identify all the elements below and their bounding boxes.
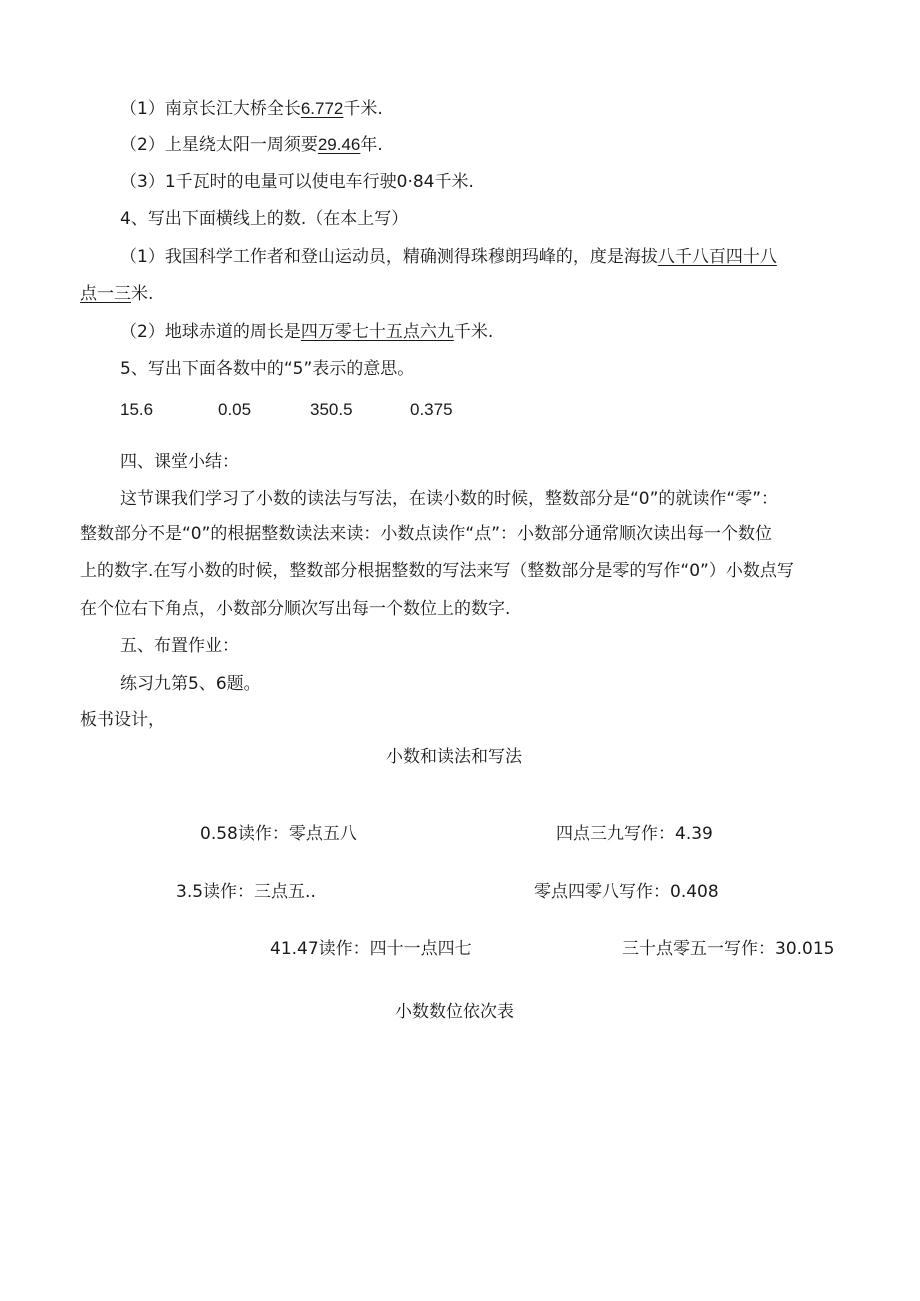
summary-line-4: 在个位右下角点，小数部分顺次写出每一个数位上的数字. [80,599,511,619]
q4-heading: 4、写出下面横线上的数.（在本上写） [120,209,409,229]
q4-item-1-unit: 米. [131,284,154,304]
q4-item-1-line1 [120,245,777,269]
q3-item-2-answer: 29.46 [317,135,361,154]
board-left-1: 0.58读作：零点五八 [200,824,357,844]
board-right-2: 零点四零八写作：0.408 [534,882,719,902]
q3-item-1-unit: 千米. [343,99,383,119]
q5-heading: 5、写出下面各数中的“5”表示的意思。 [120,359,415,379]
q4-item-1-text: （1）我国科学工作者和登山运动员，精确测得珠穆朗玛峰的，度是海拔 [120,247,658,267]
homework-text: 练习九第5、6题。 [120,674,261,694]
q4-item-2-text: （2）地球赤道的周长是 [120,322,301,342]
q4-item-2-answer: 四万零七十五点六九 [300,322,454,342]
board-right-1: 四点三九写作：4.39 [556,824,713,844]
homework-heading: 五、布置作业： [120,636,239,656]
q3-item-2-unit: 年. [360,135,383,155]
q3-item-1-text: （1）南京长江大桥全长 [120,99,301,119]
board-title: 小数和读法和写法 [386,747,522,767]
board-right-3: 三十点零五一写作：30.015 [622,939,835,959]
q4-item-2 [120,320,493,344]
board-left-3: 41.47读作：四十一点四七 [270,939,472,959]
q3-item-2 [120,133,383,157]
summary-line-1: 这节课我们学习了小数的读法与写法，在读小数的时候，整数部分是“0”的就读作“零”： [120,489,779,509]
q5-number-3: 350.5 [310,400,353,419]
board-label: 板书设计， [80,710,165,730]
q4-item-1-line2 [80,282,153,306]
summary-heading: 四、课堂小结： [120,452,239,472]
q3-item-1-answer: 6.772 [300,99,344,118]
q3-item-3-text: （3）1千瓦时的电量可以使电车行驶0·84千米. [120,172,474,192]
q5-number-1: 15.6 [120,400,154,419]
board-left-2: 3.5读作：三点五.. [176,882,316,902]
q3-item-3 [120,170,474,194]
q4-item-1-answer-part1: 八千八百四十八 [657,247,777,267]
q5-number-4: 0.375 [410,400,453,419]
q5-number-2: 0.05 [218,400,252,419]
q4-item-2-unit: 千米. [453,322,494,342]
summary-line-3: 上的数字.在写小数的时候，整数部分根据整数的写法来写（整数部分是零的写作“0”）小数点写 [80,561,794,581]
q3-item-2-text: （2）上星绕太阳一周须要 [120,135,318,155]
q4-item-1-answer-part2: 点一三 [80,284,131,304]
q3-item-1 [120,97,383,121]
summary-line-2: 整数部分不是“0”的根据整数读法来读：小数点读作“点”：小数部分通常顺次读出每一个数位 [80,524,773,544]
board-table-title: 小数数位依次表 [395,1002,514,1022]
